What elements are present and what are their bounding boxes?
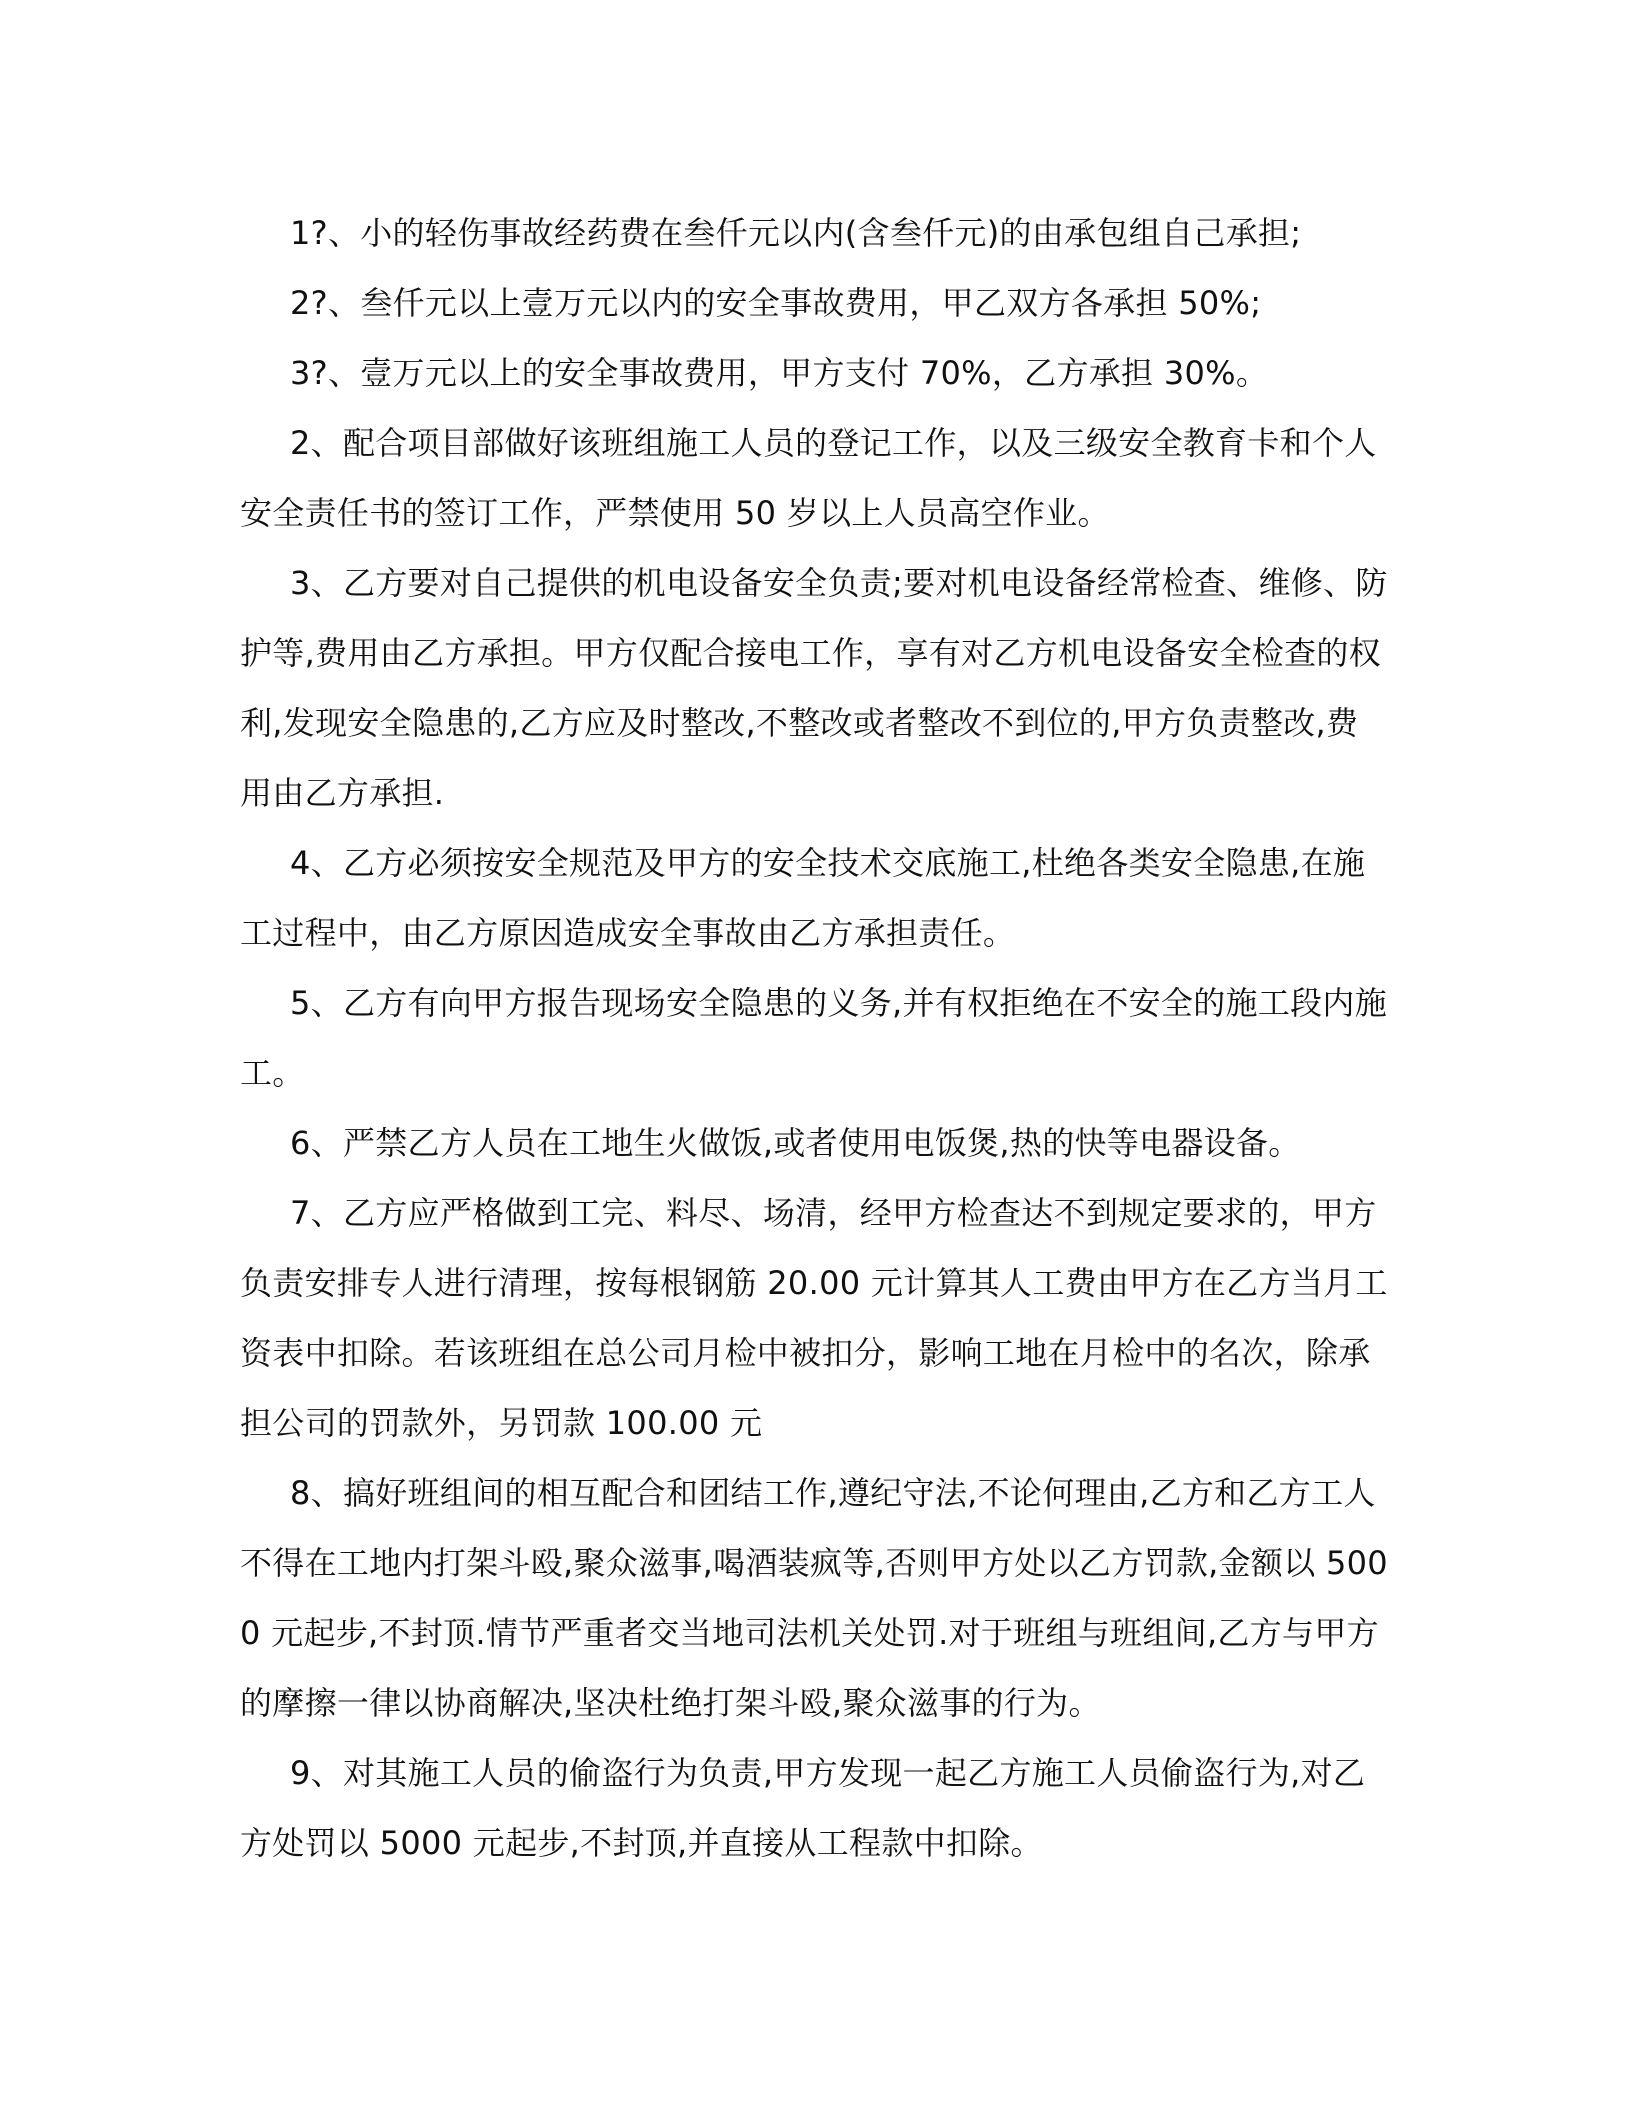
clause-8: 8、搞好班组间的相互配合和团结工作,遵纪守法,不论何理由,乙方和乙方工人不得在工地内打架斗殴,聚众滋事,喝酒装疯等,否则甲方处以乙方罚款,金额以 5000 元起步,不封顶.情节严重者交当地司法机关处罚.对于班组与班组间,乙方与甲方的摩擦一律以协商解决,坚决杜绝打架斗殴,聚众滋事的行为。 bbox=[240, 1474, 1388, 1722]
clause-2: 2、配合项目部做好该班组施工人员的登记工作，以及三级安全教育卡和个人安全责任书的签订工作，严禁使用 50 岁以上人员高空作业。 bbox=[240, 424, 1377, 532]
clause-1-3: 3?、壹万元以上的安全事故费用，甲方支付 70%，乙方承担 30%。 bbox=[290, 354, 1269, 392]
clause-9: 9、对其施工人员的偷盗行为负责,甲方发现一起乙方施工人员偷盗行为,对乙方处罚以 5000 元起步,不封顶,并直接从工程款中扣除。 bbox=[240, 1754, 1366, 1862]
clause-1-2: 2?、叁仟元以上壹万元以内的安全事故费用，甲乙双方各承担 50%; bbox=[290, 284, 1262, 322]
clause-1-1: 1?、小的轻伤事故经药费在叁仟元以内(含叁仟元)的由承包组自己承担; bbox=[290, 214, 1302, 252]
clause-6: 6、严禁乙方人员在工地生火做饭,或者使用电饭煲,热的快等电器设备。 bbox=[290, 1124, 1301, 1162]
clause-7: 7、乙方应严格做到工完、料尽、场清，经甲方检查达不到规定要求的，甲方负责安排专人进行清理，按每根钢筋 20.00 元计算其人工费由甲方在乙方当月工资表中扣除。若该班组在总公司月检中被扣分，影响工地在月检中的名次，除承担公司的罚款外，另罚款 100.00 元 bbox=[240, 1194, 1388, 1442]
clause-4: 4、乙方必须按安全规范及甲方的安全技术交底施工,杜绝各类安全隐患,在施工过程中，由乙方原因造成安全事故由乙方承担责任。 bbox=[240, 844, 1366, 952]
clause-3: 3、乙方要对自己提供的机电设备安全负责;要对机电设备经常检查、维修、防护等,费用由乙方承担。甲方仅配合接电工作，享有对乙方机电设备安全检查的权利,发现安全隐患的,乙方应及时整改,不整改或者整改不到位的,甲方负责整改,费用由乙方承担. bbox=[240, 564, 1388, 812]
clause-5: 5、乙方有向甲方报告现场安全隐患的义务,并有权拒绝在不安全的施工段内施工。 bbox=[240, 984, 1388, 1092]
document-body bbox=[240, 198, 1390, 1878]
